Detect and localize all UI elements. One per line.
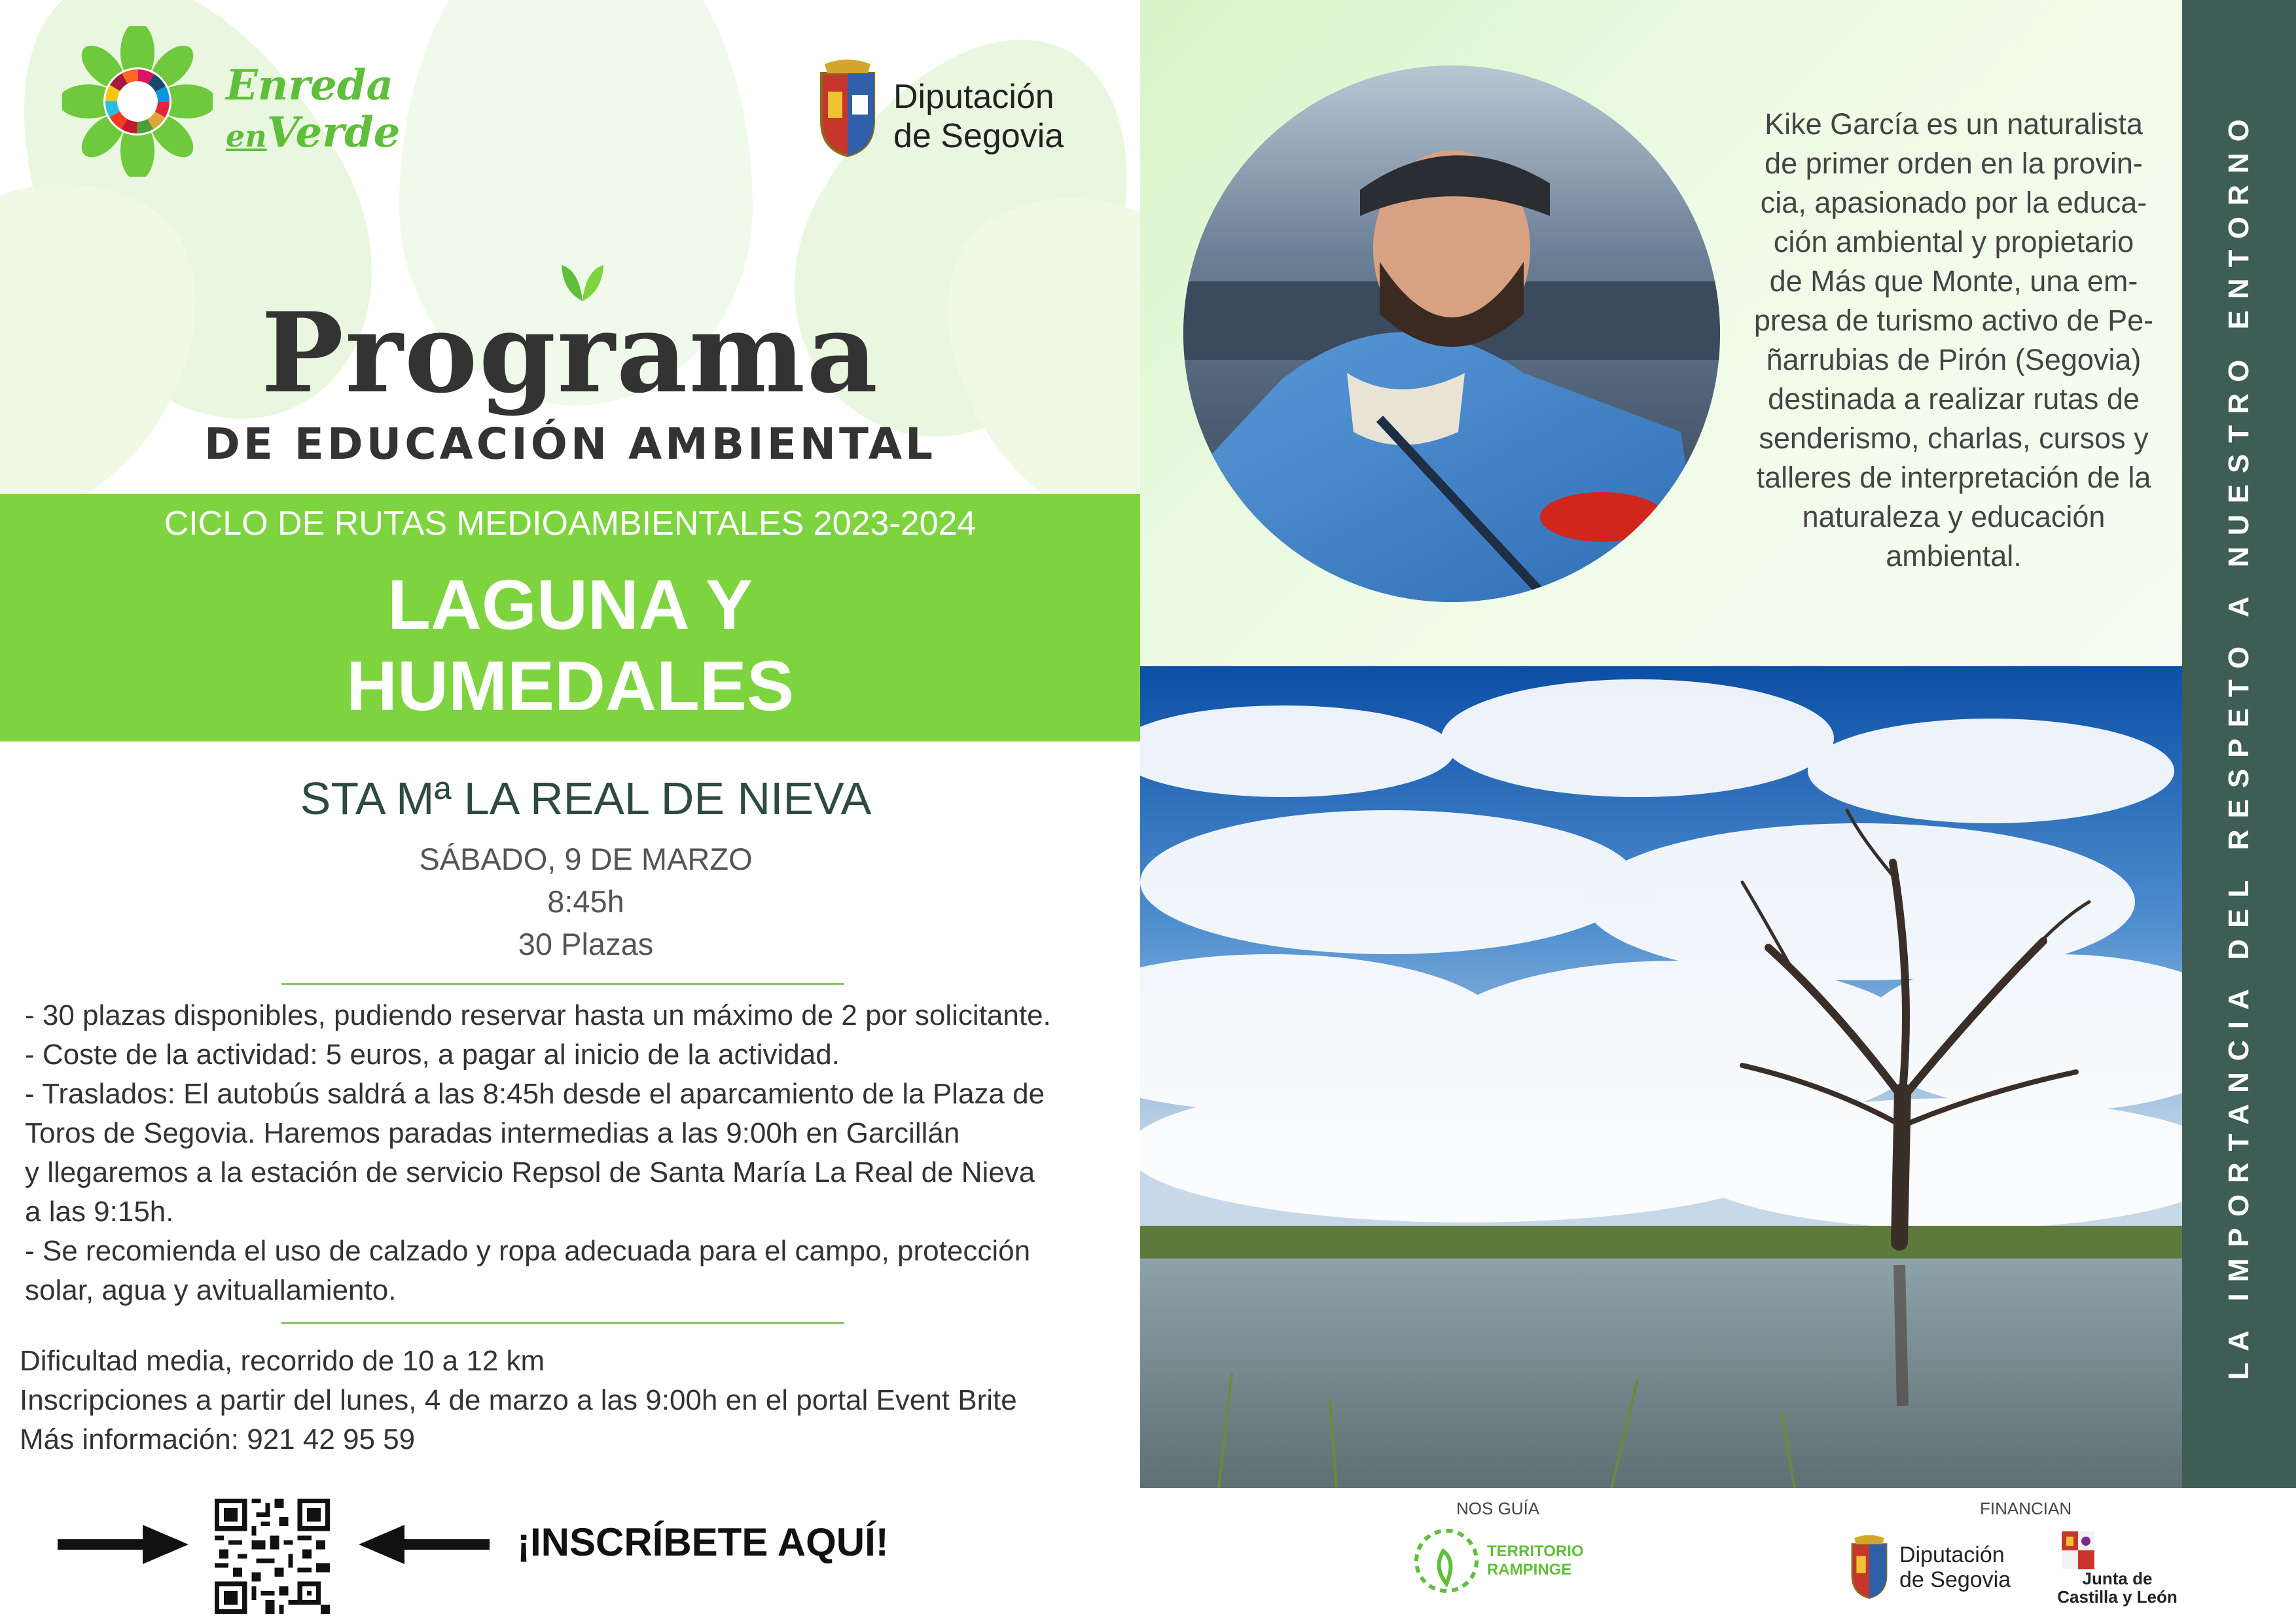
program-title: Programa xyxy=(260,288,880,418)
route-name-line1: LAGUNA Y xyxy=(387,565,753,644)
coat-of-arms-icon xyxy=(812,59,884,157)
guide-bio xyxy=(1738,105,2170,576)
funders-label: FINANCIAN xyxy=(1980,1499,2072,1518)
bio-line: presa de turismo activo de Pe- xyxy=(1753,304,2154,337)
cycle-title: CICLO DE RUTAS MEDIOAMBIENTALES 2023-2024 xyxy=(164,505,977,543)
registration-info: Inscripciones a partir del lunes, 4 de marzo a las 9:00h en el portal Event Brite xyxy=(20,1384,1017,1416)
guide-portrait-illustration xyxy=(1183,65,1720,602)
wetland-illustration xyxy=(1140,666,2182,1488)
junta-word: Junta de xyxy=(2082,1569,2153,1588)
route-name xyxy=(0,564,1140,726)
event-time: 8:45h xyxy=(547,884,624,919)
contact-info: Más información: 921 42 95 59 xyxy=(20,1423,416,1455)
bio-line: de Más que Monte, una em- xyxy=(1769,264,2138,298)
diputacion-segovia-logo xyxy=(812,59,1086,164)
bio-line: naturaleza y educación xyxy=(1802,500,2106,533)
guide-portrait-photo xyxy=(1183,65,1720,602)
divider xyxy=(281,983,844,985)
event-date: SÁBADO, 9 DE MARZO xyxy=(419,842,753,876)
info-bullet: Toros de Segovia. Haremos paradas intermedias a las 9:00h en Garcillán xyxy=(25,1117,960,1149)
bio-line: ción ambiental y propietario xyxy=(1773,225,2134,259)
bio-line: destinada a realizar rutas de xyxy=(1768,382,2140,416)
qr-code[interactable] xyxy=(215,1499,330,1614)
territorio-wordmark xyxy=(1487,1543,1584,1579)
bio-line: ambiental. xyxy=(1886,539,2022,573)
diputacion-wordmark xyxy=(893,77,1064,156)
castilla-leon-shield-icon xyxy=(2062,1531,2094,1569)
territorio-word: TERRITORIO xyxy=(1487,1543,1584,1560)
verde-word: Verde xyxy=(266,108,401,157)
bio-line: senderismo, charlas, cursos y xyxy=(1759,421,2149,455)
enreda-en-verde-logo xyxy=(62,26,429,177)
leaf-circle-icon xyxy=(1407,1522,1486,1600)
guide-credit-label: NOS GUÍA xyxy=(1456,1499,1540,1518)
left-panel xyxy=(0,0,1140,1623)
enreda-logo-wordmark xyxy=(226,62,400,160)
bio-line: de primer orden en la provin- xyxy=(1765,147,2143,180)
junta-castilla-leon-logo xyxy=(2049,1531,2186,1607)
difficulty-info: Dificultad media, recorrido de 10 a 12 km xyxy=(20,1345,545,1377)
en-word: en xyxy=(226,118,267,154)
event-location: STA Mª LA REAL DE NIEVA xyxy=(300,773,872,824)
sdg-wheel-icon xyxy=(62,26,213,177)
de-segovia-word: de Segovia xyxy=(893,117,1064,155)
diputacion-segovia-logo-small xyxy=(1846,1535,2029,1600)
coat-of-arms-icon xyxy=(1846,1535,1893,1599)
info-bullet: - Se recomienda el uso de calzado y ropa adecuada para el campo, protección xyxy=(25,1235,1031,1267)
register-here-link[interactable]: ¡INSCRÍBETE AQUÍ! xyxy=(517,1520,889,1564)
bio-line: Kike García es un naturalista xyxy=(1765,107,2143,141)
arrow-left-icon xyxy=(359,1525,490,1564)
info-bullet: - Traslados: El autobús saldrá a las 8:45h desde el aparcamiento de la Plaza de xyxy=(25,1078,1045,1110)
diputacion-word: Diputación xyxy=(893,78,1054,116)
event-places: 30 Plazas xyxy=(518,927,654,961)
junta-wordmark xyxy=(2049,1569,2186,1606)
side-banner-text: LA IMPORTANCIA DEL RESPETO A NUESTRO ENTORNO xyxy=(2223,108,2255,1380)
diputacion-word: Diputación xyxy=(1899,1543,2005,1567)
info-bullet: a las 9:15h. xyxy=(25,1196,174,1228)
bio-line: cia, apasionado por la educa- xyxy=(1760,186,2147,219)
rampinge-word: RAMPINGE xyxy=(1487,1561,1572,1578)
info-bullet: - 30 plazas disponibles, pudiendo reservar hasta un máximo de 2 por solicitante. xyxy=(25,999,1051,1031)
territorio-rampinge-logo xyxy=(1407,1522,1597,1600)
info-bullet: - Coste de la actividad: 5 euros, a pagar al inicio de la actividad. xyxy=(25,1039,840,1071)
enreda-word: Enreda xyxy=(226,61,393,110)
info-bullet: solar, agua y avituallamiento. xyxy=(25,1274,397,1306)
info-bullet: y llegaremos a la estación de servicio Repsol de Santa María La Real de Nieva xyxy=(25,1156,1035,1188)
wetland-landscape-photo xyxy=(1140,666,2182,1488)
de-segovia-word: de Segovia xyxy=(1899,1567,2011,1592)
route-name-line2: HUMEDALES xyxy=(346,646,795,725)
arrow-right-icon xyxy=(58,1525,188,1564)
divider xyxy=(281,1322,844,1324)
diputacion-wordmark xyxy=(1899,1543,2011,1592)
bio-line: talleres de interpretación de la xyxy=(1756,461,2151,494)
bio-line: ñarrubias de Pirón (Segovia) xyxy=(1766,343,2142,376)
castilla-leon-word: Castilla y León xyxy=(2057,1587,2178,1607)
program-subtitle: DE EDUCACIÓN AMBIENTAL xyxy=(204,419,937,469)
